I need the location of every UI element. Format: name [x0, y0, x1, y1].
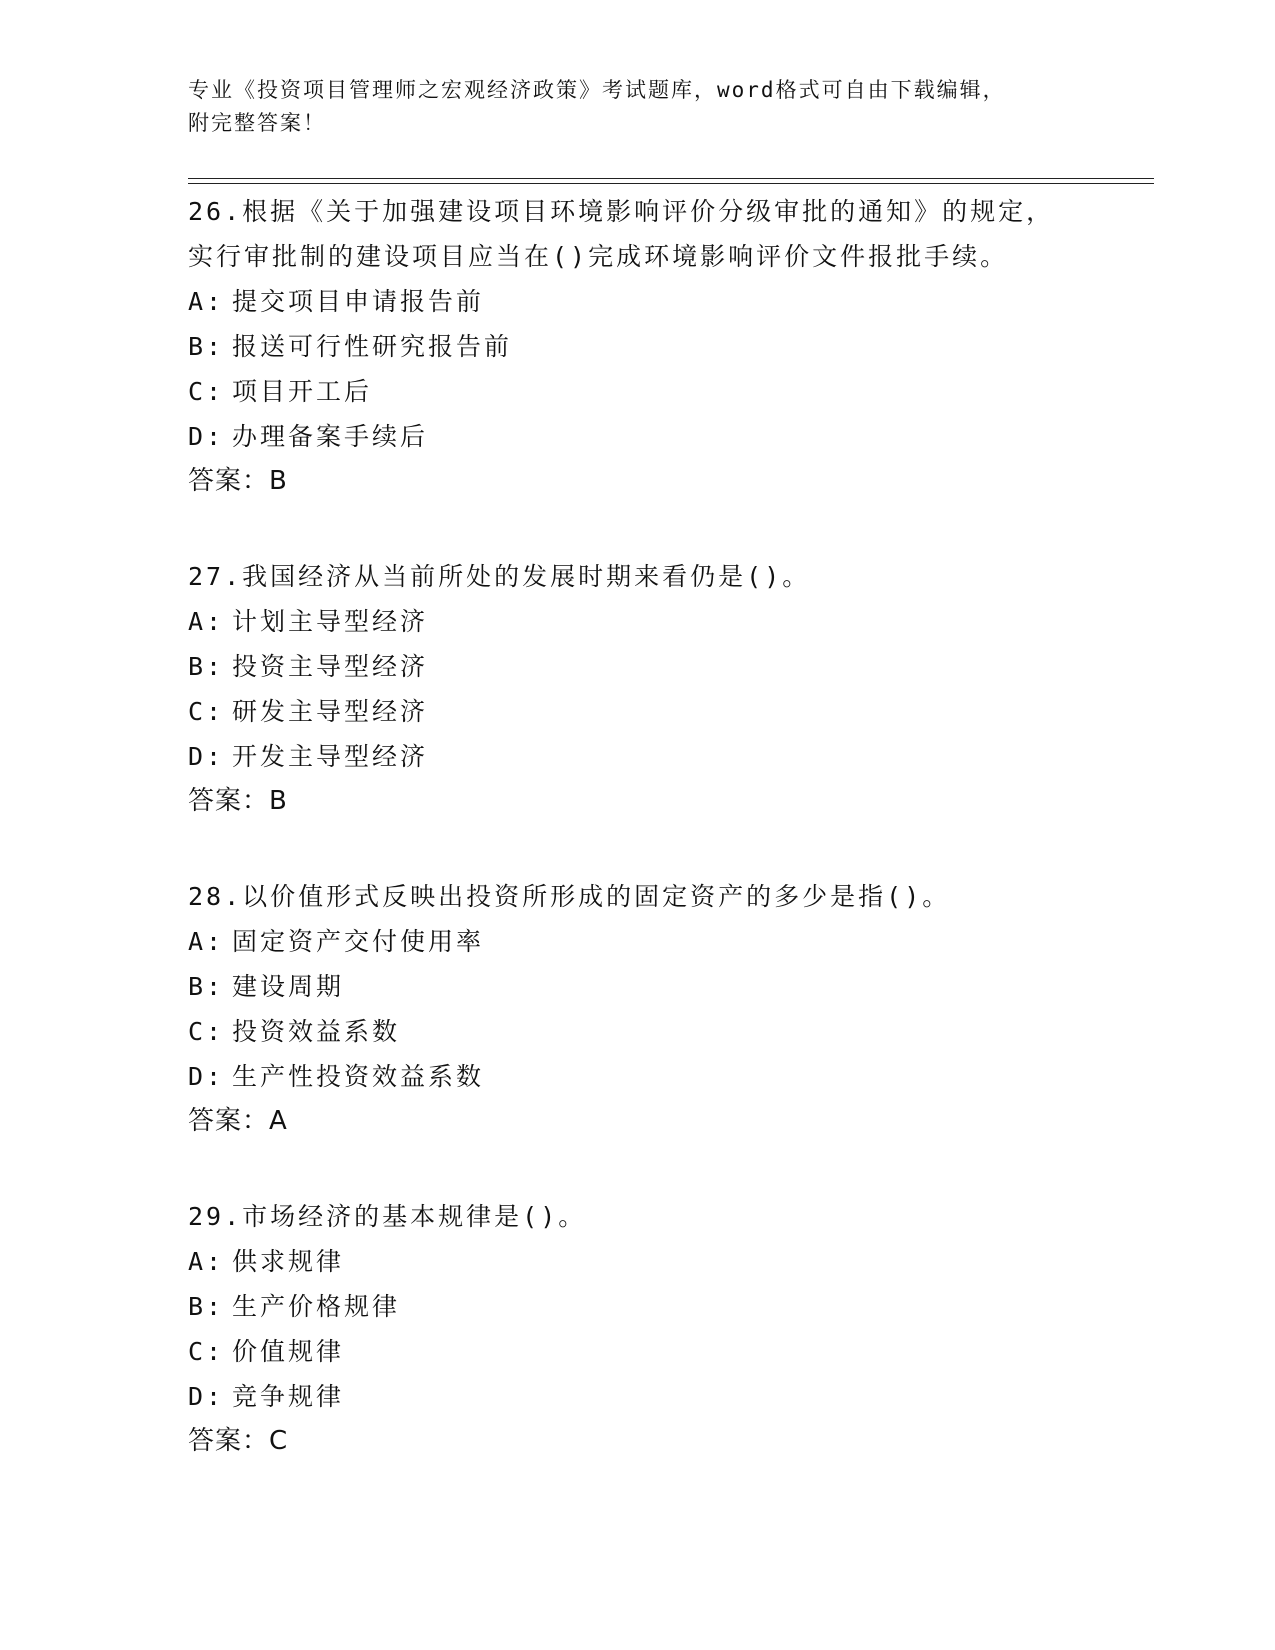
question-29	[188, 1194, 1088, 1464]
answer-line: 答案：A	[188, 1106, 288, 1136]
option-text: 固定资产交付使用率	[232, 927, 485, 956]
document-header	[188, 74, 1088, 140]
option-b	[188, 1284, 1088, 1329]
answer-line: 答案：B	[188, 786, 288, 816]
option-b	[188, 324, 1088, 369]
header-line-1: 专业《投资项目管理师之宏观经济政策》考试题库，word格式可自由下载编辑，	[188, 78, 1006, 102]
question-stem: 29.市场经济的基本规律是()。	[188, 1202, 587, 1231]
option-text: 项目开工后	[232, 377, 373, 406]
option-text: 计划主导型经济	[232, 607, 429, 636]
option-text: 建设周期	[232, 972, 345, 1001]
option-key: D:	[188, 1062, 225, 1091]
option-key: A:	[188, 927, 225, 956]
option-text: 办理备案手续后	[232, 422, 429, 451]
question-stem: 28.以价值形式反映出投资所形成的固定资产的多少是指()。	[188, 882, 951, 911]
header-divider-top	[188, 178, 1154, 179]
option-key: C:	[188, 697, 225, 726]
option-a	[188, 279, 1088, 324]
question-27	[188, 554, 1088, 824]
option-key: A:	[188, 607, 225, 636]
option-a	[188, 599, 1088, 644]
header-divider-bottom	[188, 183, 1154, 184]
option-d	[188, 414, 1088, 459]
option-c	[188, 1329, 1088, 1374]
option-a	[188, 919, 1088, 964]
option-key: B:	[188, 972, 225, 1001]
option-a	[188, 1239, 1088, 1284]
option-text: 提交项目申请报告前	[232, 287, 485, 316]
option-text: 供求规律	[232, 1247, 345, 1276]
option-key: B:	[188, 332, 225, 361]
option-c	[188, 1009, 1088, 1054]
option-text: 竞争规律	[232, 1382, 345, 1411]
question-stem: 27.我国经济从当前所处的发展时期来看仍是()。	[188, 562, 811, 591]
option-c	[188, 689, 1088, 734]
option-text: 报送可行性研究报告前	[232, 332, 513, 361]
option-key: B:	[188, 1292, 225, 1321]
option-c	[188, 369, 1088, 414]
option-key: C:	[188, 1017, 225, 1046]
option-d	[188, 1374, 1088, 1419]
question-28	[188, 874, 1088, 1144]
question-stem: 实行审批制的建设项目应当在()完成环境影响评价文件报批手续。	[188, 242, 1009, 271]
option-text: 价值规律	[232, 1337, 345, 1366]
option-key: A:	[188, 1247, 225, 1276]
question-stem: 26.根据《关于加强建设项目环境影响评价分级审批的通知》的规定，	[188, 197, 1055, 226]
option-key: D:	[188, 422, 225, 451]
option-text: 生产性投资效益系数	[232, 1062, 485, 1091]
option-key: C:	[188, 377, 225, 406]
option-key: D:	[188, 742, 225, 771]
option-key: A:	[188, 287, 225, 316]
option-d	[188, 1054, 1088, 1099]
header-line-2: 附完整答案！	[188, 111, 326, 135]
option-d	[188, 734, 1088, 779]
option-text: 研发主导型经济	[232, 697, 429, 726]
option-key: B:	[188, 652, 225, 681]
question-26	[188, 189, 1088, 504]
option-text: 投资效益系数	[232, 1017, 401, 1046]
option-text: 开发主导型经济	[232, 742, 429, 771]
option-key: D:	[188, 1382, 225, 1411]
option-text: 投资主导型经济	[232, 652, 429, 681]
option-text: 生产价格规律	[232, 1292, 401, 1321]
option-key: C:	[188, 1337, 225, 1366]
answer-line: 答案：B	[188, 466, 288, 496]
option-b	[188, 644, 1088, 689]
option-b	[188, 964, 1088, 1009]
answer-line: 答案：C	[188, 1426, 289, 1456]
